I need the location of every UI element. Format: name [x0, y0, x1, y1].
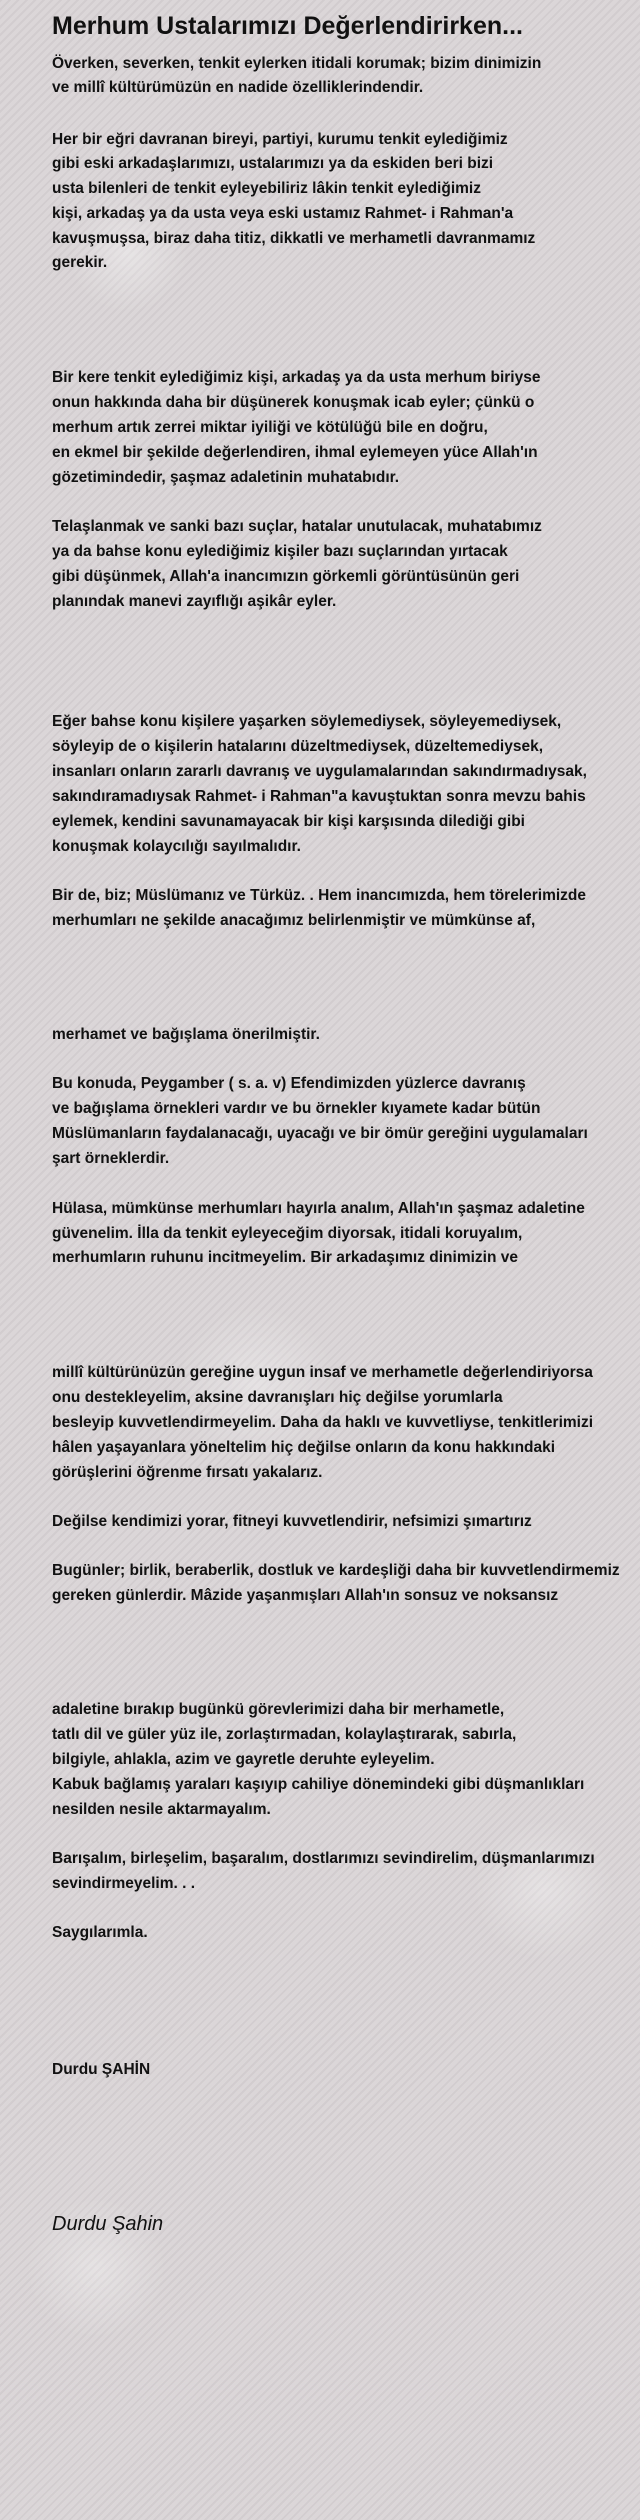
- text-line: Eğer bahse konu kişilere yaşarken söylemediysek, söyleyemediysek,: [52, 713, 562, 730]
- text-line: kişi, arkadaş ya da usta veya eski ustamız Rahmet- i Rahman'a: [52, 205, 514, 222]
- text-line: kavuşmuşsa, biraz daha titiz, dikkatli ve merhametli davranmamız: [52, 230, 536, 247]
- text-line: nesilden nesile aktarmayalım.: [52, 1801, 271, 1818]
- text-line: gereken günlerdir. Mâzide yaşanmışları Allah'ın sonsuz ve noksansız: [52, 1587, 559, 1604]
- text-line: Her bir eğri davranan bireyi, partiyi, kurumu tenkit eylediğimiz: [52, 131, 508, 148]
- text-line: sakındıramadıysak Rahmet- i Rahman"a kavuştuktan sonra mevzu bahis: [52, 788, 586, 805]
- text-line: Kabuk bağlamış yaraları kaşıyıp cahiliye dönemindeki gibi düşmanlıkları: [52, 1776, 585, 1793]
- text-line: merhumları ne şekilde anacağımız belirlenmiştir ve mümkünse af,: [52, 912, 536, 929]
- text-line: Bugünler; birlik, beraberlik, dostluk ve kardeşliği daha bir kuvvetlendirmemiz: [52, 1562, 620, 1579]
- text-line: Saygılarımla.: [52, 1924, 148, 1941]
- text-line: onun hakkında daha bir düşünerek konuşmak icab eyler; çünkü o: [52, 394, 535, 411]
- text-line: bilgiyle, ahlakla, azim ve gayretle deruhte eyleyelim.: [52, 1751, 435, 1768]
- text-line: onu destekleyelim, aksine davranışları hiç değilse yorumlarla: [52, 1389, 503, 1406]
- text-line: şart örneklerdir.: [52, 1150, 170, 1167]
- text-line: Değilse kendimizi yorar, fitneyi kuvvetlendirir, nefsimizi şımartırız: [52, 1513, 532, 1530]
- poem-title: Merhum Ustalarımızı Değerlendirirken...: [52, 12, 523, 40]
- author-name: Durdu ŞAHİN: [52, 2061, 151, 2078]
- text-line: söyleyip de o kişilerin hatalarını düzeltmediysek, düzeltemediysek,: [52, 738, 544, 755]
- text-line: besleyip kuvvetlendirmeyelim. Daha da haklı ve kuvvetliyse, tenkitlerimizi: [52, 1414, 594, 1431]
- text-line: ve bağışlama örnekleri vardır ve bu örnekler kıyamete kadar bütün: [52, 1100, 541, 1117]
- text-line: Hülasa, mümkünse merhumları hayırla analım, Allah'ın şaşmaz adaletine: [52, 1200, 585, 1217]
- signature: Durdu Şahin: [52, 2213, 164, 2235]
- text-line: ve millî kültürümüzün en nadide özelliklerindendir.: [52, 79, 424, 96]
- text-line: usta bilenleri de tenkit eyleyebiliriz lâkin tenkit eylediğimiz: [52, 180, 481, 197]
- text-line: güvenelim. İlla da tenkit eyleyeceğim diyorsak, itidali koruyalım,: [52, 1225, 523, 1242]
- text-line: Bir kere tenkit eylediğimiz kişi, arkadaş ya da usta merhum biriyse: [52, 369, 541, 386]
- text-line: eylemek, kendini savunamayacak bir kişi karşısında dilediği gibi: [52, 813, 525, 830]
- text-line: gözetimindedir, şaşmaz adaletinin muhatabıdır.: [52, 469, 400, 486]
- text-line: gerekir.: [52, 254, 108, 271]
- text-line: merhumların ruhunu incitmeyelim. Bir arkadaşımız dinimizin ve: [52, 1249, 518, 1266]
- text-line: Müslümanların faydalanacağı, uyacağı ve bir ömür gereğini uygulamaları: [52, 1125, 588, 1142]
- text-line: planındak manevi zayıflığı aşikâr eyler.: [52, 593, 337, 610]
- text-line: merhum artık zerrei miktar iyiliği ve kötülüğü bile en doğru,: [52, 419, 488, 436]
- text-line: insanları onların zararlı davranış ve uygulamalarından sakındırmadıysak,: [52, 763, 587, 780]
- text-line: tatlı dil ve güler yüz ile, zorlaştırmadan, kolaylaştırarak, sabırla,: [52, 1726, 517, 1743]
- text-line: görüşlerini öğrenme fırsatı yakalarız.: [52, 1464, 323, 1481]
- text-line: ya da bahse konu eylediğimiz kişiler bazı suçlarından yırtacak: [52, 543, 508, 560]
- text-line: Barışalım, birleşelim, başaralım, dostlarımızı sevindirelim, düşmanlarımızı: [52, 1850, 595, 1867]
- text-line: Bir de, biz; Müslümanız ve Türküz. . Hem inancımızda, hem törelerimizde: [52, 887, 587, 904]
- text-line: hâlen yaşayanlara yöneltelim hiç değilse onların da konu hakkındaki: [52, 1439, 556, 1456]
- text-line: gibi düşünmek, Allah'a inancımızın görkemli görüntüsünün geri: [52, 568, 520, 585]
- text-line: Telaşlanmak ve sanki bazı suçlar, hatalar unutulacak, muhatabımız: [52, 518, 542, 535]
- text-line: konuşmak kolaycılığı sayılmalıdır.: [52, 838, 301, 855]
- text-line: gibi eski arkadaşlarımızı, ustalarımızı ya da eskiden beri bizi: [52, 155, 494, 172]
- text-line: millî kültürünüzün gereğine uygun insaf ve merhametle değerlendiriyorsa: [52, 1364, 593, 1381]
- text-line: sevindirmeyelim. . .: [52, 1875, 196, 1892]
- text-line: adaletine bırakıp bugünkü görevlerimizi daha bir merhametle,: [52, 1701, 505, 1718]
- text-line: merhamet ve bağışlama önerilmiştir.: [52, 1026, 320, 1043]
- text-line: en ekmel bir şekilde değerlendiren, ihmal eylemeyen yüce Allah'ın: [52, 444, 538, 461]
- text-line: Bu konuda, Peygamber ( s. a. v) Efendimizden yüzlerce davranış: [52, 1075, 526, 1092]
- text-line: Överken, severken, tenkit eylerken itidali korumak; bizim dinimizin: [52, 55, 542, 72]
